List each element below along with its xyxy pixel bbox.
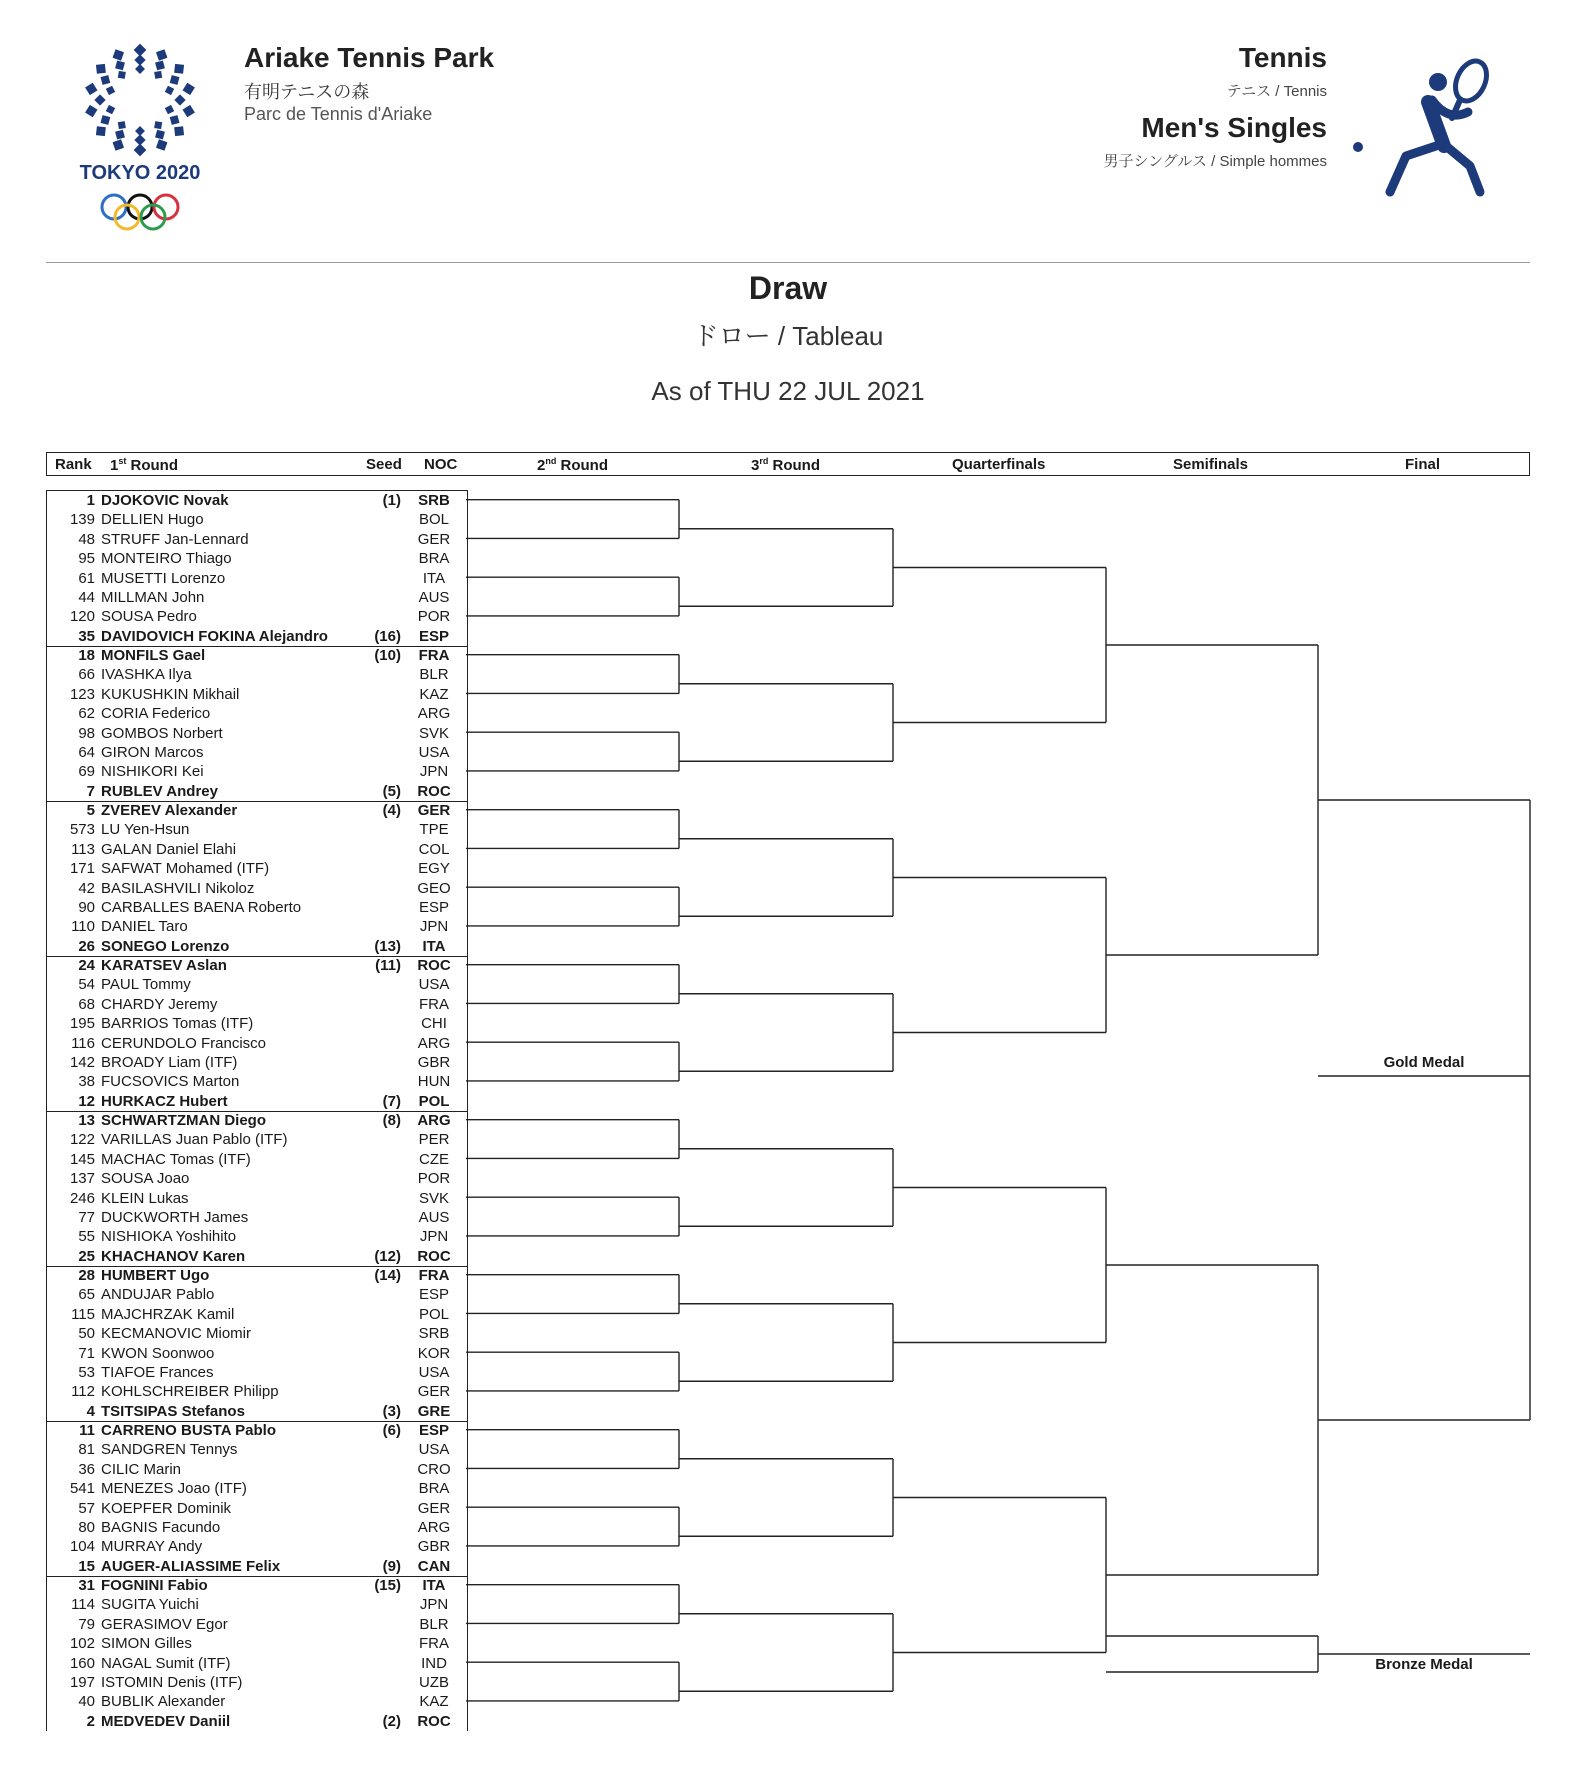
- player-noc: FRA: [418, 647, 450, 664]
- player-rank: 115: [71, 1305, 95, 1323]
- player-noc: ITA: [422, 937, 446, 955]
- player-noc: CZE: [419, 1150, 449, 1168]
- player-name: FUCSOVICS Marton: [101, 1073, 240, 1091]
- player-name: CILIC Marin: [101, 1460, 182, 1478]
- player-noc: ESP: [418, 1422, 449, 1439]
- player-name: KOEPFER Dominik: [101, 1499, 232, 1517]
- player-name: MONTEIRO Thiago: [101, 550, 232, 568]
- player-noc: ROC: [417, 1712, 451, 1730]
- col-semifinals: Semifinals: [1173, 456, 1249, 473]
- player-seed: (13): [374, 937, 401, 955]
- player-rank: 5: [86, 802, 95, 819]
- player-rank: 123: [69, 685, 95, 703]
- player-name: BAGNIS Facundo: [101, 1518, 221, 1536]
- as-of-date: As of THU 22 JUL 2021: [651, 376, 925, 406]
- player-seed: (6): [382, 1422, 401, 1439]
- col-noc: NOC: [424, 456, 458, 473]
- player-rank: 77: [78, 1208, 95, 1226]
- player-noc: GBR: [417, 1053, 451, 1071]
- player-noc: HUN: [417, 1073, 451, 1091]
- venue-name: Ariake Tennis Park: [244, 42, 495, 73]
- player-name: MAJCHRZAK Kamil: [101, 1305, 235, 1323]
- player-name: NAGAL Sumit (ITF): [101, 1654, 231, 1672]
- player-seed: (14): [374, 1267, 401, 1284]
- player-noc: POR: [417, 1170, 451, 1188]
- player-noc: CAN: [417, 1557, 451, 1575]
- player-name: NISHIOKA Yoshihito: [101, 1228, 237, 1246]
- page-title: Draw: [748, 270, 828, 306]
- player-noc: USA: [418, 1363, 450, 1381]
- player-noc: AUS: [418, 588, 450, 606]
- player-rank: 28: [78, 1267, 95, 1284]
- player-seed: (5): [382, 782, 401, 800]
- player-seed: (7): [382, 1092, 401, 1110]
- player-noc: POL: [418, 1305, 449, 1323]
- player-name: GALAN Daniel Elahi: [101, 840, 237, 858]
- player-rank: 48: [78, 530, 95, 548]
- player-noc: GER: [417, 802, 451, 819]
- player-name: KECMANOVIC Miomir: [101, 1325, 252, 1343]
- player-noc: KOR: [417, 1344, 451, 1362]
- player-name: KLEIN Lukas: [101, 1189, 189, 1207]
- player-name: DJOKOVIC Novak: [101, 492, 229, 509]
- player-name: GERASIMOV Egor: [101, 1615, 228, 1633]
- player-rank: 12: [78, 1092, 95, 1110]
- player-rank: 55: [78, 1228, 95, 1246]
- player-name: RUBLEV Andrey: [101, 782, 218, 800]
- player-name: BASILASHVILI Nikoloz: [101, 879, 255, 897]
- player-rank: 2: [86, 1712, 95, 1730]
- col-first-round: 1st Round: [110, 456, 179, 474]
- player-noc: BRA: [418, 550, 450, 568]
- player-name: DELLIEN Hugo: [101, 511, 204, 529]
- player-name: NISHIKORI Kei: [101, 763, 204, 781]
- player-seed: (15): [374, 1577, 401, 1594]
- player-noc: USA: [418, 1441, 450, 1459]
- player-rank: 11: [79, 1422, 95, 1439]
- player-name: MACHAC Tomas (ITF): [101, 1150, 251, 1168]
- player-name: ZVEREV Alexander: [101, 802, 238, 819]
- player-noc: FRA: [418, 1267, 450, 1284]
- player-noc: GER: [417, 1383, 451, 1401]
- player-rank: 142: [69, 1053, 95, 1071]
- player-name: SAFWAT Mohamed (ITF): [101, 860, 270, 878]
- player-name: TSITSIPAS Stefanos: [101, 1402, 245, 1420]
- player-seed: (4): [382, 802, 401, 819]
- player-noc: SVK: [418, 1189, 449, 1207]
- player-noc: CRO: [417, 1460, 451, 1478]
- player-rank: 98: [78, 724, 95, 742]
- player-name: GIRON Marcos: [101, 743, 204, 761]
- gold-medal-label: Gold Medal: [1383, 1054, 1465, 1071]
- player-noc: CHI: [421, 1015, 447, 1033]
- player-noc: KAZ: [419, 1693, 449, 1711]
- player-rank: 112: [71, 1383, 95, 1401]
- player-seed: (11): [375, 957, 401, 974]
- col-third-round: 3rd Round: [751, 456, 820, 474]
- player-name: DANIEL Taro: [101, 918, 188, 936]
- player-rank: 61: [78, 569, 95, 587]
- player-seed: (9): [382, 1557, 401, 1575]
- player-name: CERUNDOLO Francisco: [101, 1034, 267, 1052]
- player-noc: BLR: [419, 666, 449, 684]
- player-noc: JPN: [419, 1596, 449, 1614]
- player-name: SANDGREN Tennys: [101, 1441, 238, 1459]
- col-seed: Seed: [366, 456, 402, 473]
- player-noc: GER: [417, 530, 451, 548]
- player-rank: 120: [69, 608, 95, 626]
- player-name: VARILLAS Juan Pablo (ITF): [101, 1131, 288, 1149]
- player-name: IVASHKA Ilya: [101, 666, 192, 684]
- venue-name-jp: 有明テニスの森: [244, 82, 370, 102]
- player-name: CARRENO BUSTA Pablo: [101, 1422, 277, 1439]
- player-name: ISTOMIN Denis (ITF): [101, 1673, 243, 1691]
- col-rank: Rank: [55, 456, 92, 473]
- player-noc: UZB: [419, 1673, 449, 1691]
- player-name: SUGITA Yuichi: [101, 1596, 199, 1614]
- player-name: LU Yen-Hsun: [101, 821, 190, 839]
- player-noc: ARG: [417, 1034, 451, 1052]
- player-noc: USA: [418, 976, 450, 994]
- player-noc: COL: [418, 840, 450, 858]
- player-rank: 160: [69, 1654, 95, 1672]
- player-rank: 171: [69, 860, 95, 878]
- player-rank: 69: [78, 763, 95, 781]
- col-final: Final: [1405, 456, 1441, 473]
- player-name: KARATSEV Aslan: [101, 957, 227, 974]
- player-rank: 573: [69, 821, 95, 839]
- player-rank: 137: [69, 1170, 95, 1188]
- player-name: AUGER-ALIASSIME Felix: [101, 1557, 281, 1575]
- player-rank: 541: [69, 1480, 95, 1498]
- player-name: KOHLSCHREIBER Philipp: [101, 1383, 279, 1401]
- player-rank: 62: [78, 705, 95, 723]
- player-name: MONFILS Gael: [101, 647, 206, 664]
- player-noc: BRA: [418, 1480, 450, 1498]
- player-name: CARBALLES BAENA Roberto: [101, 898, 302, 916]
- player-rank: 114: [71, 1596, 95, 1614]
- player-noc: USA: [418, 743, 450, 761]
- player-seed: (1): [382, 492, 401, 509]
- player-rank: 15: [78, 1557, 95, 1575]
- player-name: STRUFF Jan-Lennard: [101, 530, 249, 548]
- player-name: SONEGO Lorenzo: [101, 937, 230, 955]
- player-noc: GBR: [417, 1538, 451, 1556]
- player-name: HURKACZ Hubert: [101, 1092, 228, 1110]
- player-seed: (10): [374, 647, 401, 664]
- event-subtitle: 男子シングルス / Simple hommes: [1103, 153, 1327, 170]
- player-rank: 139: [69, 511, 95, 529]
- player-noc: ESP: [418, 627, 449, 645]
- page-subtitle: ドロー / Tableau: [692, 321, 884, 351]
- player-noc: BOL: [418, 511, 449, 529]
- player-name: MUSETTI Lorenzo: [101, 569, 226, 587]
- player-rank: 1: [86, 492, 95, 509]
- player-rank: 66: [78, 666, 95, 684]
- player-noc: ROC: [417, 1247, 451, 1265]
- player-seed: (2): [382, 1712, 401, 1730]
- player-noc: IND: [421, 1654, 447, 1672]
- player-name: SOUSA Pedro: [101, 608, 197, 626]
- player-rank: 18: [78, 647, 95, 664]
- player-name: DAVIDOVICH FOKINA Alejandro: [101, 627, 328, 645]
- player-noc: ARG: [417, 1112, 451, 1129]
- player-rank: 68: [78, 995, 95, 1013]
- player-name: FOGNINI Fabio: [101, 1577, 208, 1594]
- player-rank: 116: [71, 1034, 95, 1052]
- player-noc: KAZ: [419, 685, 449, 703]
- player-rank: 71: [78, 1344, 95, 1362]
- player-rank: 113: [71, 840, 95, 858]
- player-noc: GRE: [417, 1402, 451, 1420]
- player-name: GOMBOS Norbert: [101, 724, 223, 742]
- player-rank: 38: [78, 1073, 95, 1091]
- player-name: BROADY Liam (ITF): [101, 1053, 238, 1071]
- player-rank: 36: [78, 1460, 95, 1478]
- player-rank: 104: [69, 1538, 95, 1556]
- player-noc: EGY: [418, 860, 450, 878]
- player-rank: 53: [78, 1363, 95, 1381]
- player-rank: 122: [69, 1131, 95, 1149]
- player-rank: 7: [86, 782, 95, 800]
- player-name: PAUL Tommy: [101, 976, 191, 994]
- player-noc: ESP: [418, 1286, 449, 1304]
- player-seed: (3): [382, 1402, 401, 1420]
- player-name: SCHWARTZMAN Diego: [101, 1112, 266, 1129]
- player-rank: 26: [78, 937, 95, 955]
- sport-subtitle: テニス / Tennis: [1226, 83, 1327, 100]
- player-rank: 102: [69, 1635, 95, 1653]
- player-name: MEDVEDEV Daniil: [101, 1712, 231, 1730]
- player-rank: 57: [78, 1499, 95, 1517]
- venue-name-fr: Parc de Tennis d'Ariake: [244, 104, 433, 124]
- player-rank: 50: [78, 1325, 95, 1343]
- player-rank: 4: [86, 1402, 95, 1420]
- player-rank: 90: [78, 898, 95, 916]
- player-rank: 81: [78, 1441, 95, 1459]
- player-seed: (8): [382, 1112, 401, 1129]
- player-rank: 13: [78, 1112, 95, 1129]
- player-rank: 40: [78, 1693, 95, 1711]
- player-noc: GEO: [417, 879, 451, 897]
- bronze-medal-label: Bronze Medal: [1375, 1656, 1473, 1673]
- player-noc: FRA: [419, 995, 449, 1013]
- player-noc: JPN: [419, 918, 449, 936]
- logo-text: TOKYO 2020: [79, 162, 201, 184]
- player-name: KWON Soonwoo: [101, 1344, 215, 1362]
- player-noc: ESP: [418, 898, 449, 916]
- player-noc: PER: [418, 1131, 450, 1149]
- player-noc: ROC: [417, 957, 451, 974]
- player-noc: BLR: [419, 1615, 449, 1633]
- player-rank: 44: [78, 588, 95, 606]
- player-noc: ROC: [417, 782, 451, 800]
- player-name: MURRAY Andy: [101, 1538, 203, 1556]
- player-noc: POR: [417, 608, 451, 626]
- player-rank: 24: [78, 957, 95, 974]
- col-second-round: 2nd Round: [537, 456, 608, 474]
- player-name: MILLMAN John: [101, 588, 205, 606]
- player-name: MENEZES Joao (ITF): [101, 1480, 247, 1498]
- player-rank: 95: [78, 550, 95, 568]
- player-name: KUKUSHKIN Mikhail: [101, 685, 240, 703]
- player-rank: 31: [78, 1577, 95, 1594]
- player-name: CHARDY Jeremy: [101, 995, 218, 1013]
- event-title: Men's Singles: [1141, 112, 1327, 143]
- col-quarterfinals: Quarterfinals: [952, 456, 1046, 473]
- player-name: TIAFOE Frances: [101, 1363, 214, 1381]
- player-name: BUBLIK Alexander: [101, 1693, 226, 1711]
- player-rank: 195: [69, 1015, 95, 1033]
- player-name: SOUSA Joao: [101, 1170, 190, 1188]
- player-noc: ITA: [422, 569, 446, 587]
- player-noc: ARG: [417, 705, 451, 723]
- player-seed: (12): [374, 1247, 401, 1265]
- player-noc: SRB: [418, 1325, 450, 1343]
- player-seed: (16): [374, 627, 401, 645]
- player-name: DUCKWORTH James: [101, 1208, 249, 1226]
- player-noc: JPN: [419, 763, 449, 781]
- player-rank: 110: [71, 918, 95, 936]
- player-noc: SRB: [418, 492, 450, 509]
- player-rank: 65: [78, 1286, 95, 1304]
- player-rank: 42: [78, 879, 95, 897]
- player-name: BARRIOS Tomas (ITF): [101, 1015, 254, 1033]
- player-name: ANDUJAR Pablo: [101, 1286, 215, 1304]
- player-name: HUMBERT Ugo: [101, 1267, 210, 1284]
- player-name: SIMON Gilles: [101, 1635, 192, 1653]
- player-noc: SVK: [418, 724, 449, 742]
- player-rank: 197: [69, 1673, 95, 1691]
- player-noc: AUS: [418, 1208, 450, 1226]
- player-name: KHACHANOV Karen: [101, 1247, 246, 1265]
- player-rank: 79: [78, 1615, 95, 1633]
- player-noc: JPN: [419, 1228, 449, 1246]
- player-rank: 35: [78, 627, 95, 645]
- player-name: CORIA Federico: [101, 705, 211, 723]
- player-rank: 54: [78, 976, 95, 994]
- player-noc: GER: [417, 1499, 451, 1517]
- player-rank: 25: [78, 1247, 95, 1265]
- player-noc: POL: [418, 1092, 450, 1110]
- player-rank: 145: [69, 1150, 95, 1168]
- player-noc: ITA: [422, 1577, 446, 1594]
- player-noc: TPE: [419, 821, 449, 839]
- sport-title: Tennis: [1238, 42, 1327, 73]
- player-rank: 80: [78, 1518, 95, 1536]
- player-noc: FRA: [419, 1635, 449, 1653]
- player-noc: ARG: [417, 1518, 451, 1536]
- player-rank: 64: [78, 743, 95, 761]
- player-rank: 246: [69, 1189, 95, 1207]
